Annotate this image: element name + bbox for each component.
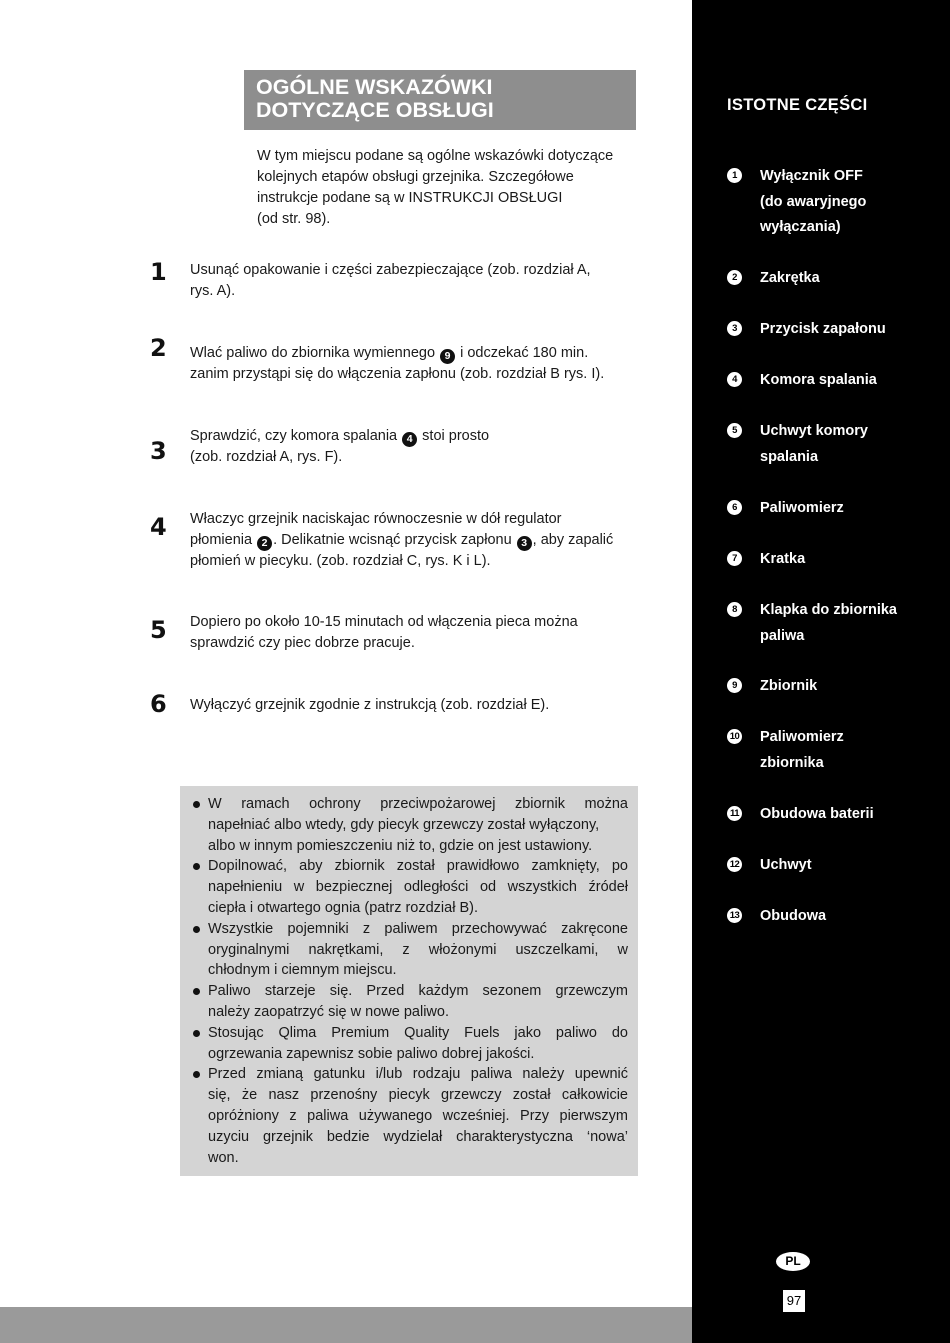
part-ref-icon: 2	[257, 536, 272, 551]
step-text: Dopiero po około 10-15 minutach od włączenia pieca można sprawdzić czy piec dobrze pracuje.	[190, 614, 578, 651]
part-number-icon: 4	[727, 372, 742, 387]
part-ref-icon: 3	[517, 536, 532, 551]
footer-bar	[0, 1307, 692, 1343]
part-number-icon: 13	[727, 908, 742, 923]
part-number-icon: 7	[727, 551, 742, 566]
parts-sidebar	[692, 0, 950, 1343]
part-number-icon: 10	[727, 729, 742, 744]
page-number: 97	[783, 1290, 805, 1312]
part-number-icon: 5	[727, 423, 742, 438]
part-label	[760, 266, 820, 292]
intro-line: instrukcje podane są w INSTRUKCJI OBSŁUGI	[257, 190, 563, 206]
safety-notes-list	[180, 786, 638, 1168]
part-number-icon: 8	[727, 602, 742, 617]
step-number: 3	[150, 437, 167, 465]
part-label	[760, 496, 844, 522]
step-number: 2	[150, 334, 167, 362]
safety-notes-box	[180, 786, 638, 1176]
list-item: W ramach ochrony przeciwpożarowej zbiornik można napełniać albo wtedy, gdy piecyk grzewczy został wyłączony, albo w innym pomieszczeniu niż to, gdzie on jest ustawiony.	[208, 794, 628, 856]
step-text: Wlać paliwo do zbiornika wymiennego 9 i odczekać 180 min. zanim przystąpi się do włączenia zapłonu (zob. rozdział B rys. I).	[190, 345, 605, 382]
part-label-line: Zakrętka	[760, 270, 820, 286]
part-label	[760, 419, 868, 470]
step-number: 6	[150, 690, 167, 718]
part-ref-icon: 4	[402, 432, 417, 447]
part-label-line: zbiornika	[760, 754, 824, 771]
part-label-line: Klapka do zbiornika	[760, 602, 897, 618]
part-label-line: Obudowa	[760, 908, 827, 924]
part-number-icon: 1	[727, 168, 742, 183]
part-number-icon: 11	[727, 806, 742, 821]
part-number-icon: 9	[727, 678, 742, 693]
part-label	[760, 853, 812, 879]
list-item: Dopilnować, aby zbiornik został prawidłowo zamknięty, po napełnieniu w bezpiecznej odległości od wszystkich źródeł ciepła i otwartego ognia (patrz rozdział B).	[208, 856, 628, 918]
sidebar-title: ISTOTNE CZĘŚCI	[727, 96, 868, 114]
step-text: Wyłączyć grzejnik zgodnie z instrukcją (zob. rozdział E).	[190, 697, 550, 713]
section-title	[244, 70, 636, 130]
part-label	[760, 368, 877, 394]
step-number: 4	[150, 513, 167, 541]
intro-line: (od str. 98).	[257, 211, 331, 227]
part-label-line: Przycisk zapałonu	[760, 321, 886, 337]
step-text: Sprawdzić, czy komora spalania 4 stoi prosto (zob. rozdział A, rys. F).	[190, 428, 490, 465]
list-item: Wszystkie pojemniki z paliwem przechowywać zakręcone oryginalnymi nakrętkami, z włożonymi uszczelkami, w chłodnym i ciemnym miejscu.	[208, 919, 628, 981]
list-item: Stosując Qlima Premium Quality Fuels jako paliwo do ogrzewania zapewnisz sobie paliwo dobrej jakości.	[208, 1023, 628, 1065]
part-number-icon: 12	[727, 857, 742, 872]
list-item: Paliwo starzeje się. Przed każdym sezonem grzewczym należy zaopatrzyć się w nowe paliwo.	[208, 981, 628, 1023]
part-label	[760, 674, 817, 700]
step-text: Właczyc grzejnik naciskajac równoczesnie w dół regulator płomienia 2 . Delikatnie wcisnąć przycisk zapłonu 3 , aby zapalić płomień w piecyku. (zob. rozdział C, rys. K i L).	[190, 511, 614, 569]
part-label-line: Paliwomierz	[760, 729, 844, 745]
language-badge: PL	[776, 1252, 810, 1271]
part-label	[760, 317, 886, 343]
part-label-line: (do awaryjnego	[760, 193, 867, 210]
intro-line: kolejnych etapów obsługi grzejnika. Szczegółowe	[257, 169, 574, 185]
section-title-line-2: DOTYCZĄCE OBSŁUGI	[256, 98, 494, 122]
section-title-line-1: OGÓLNE WSKAZÓWKI	[256, 75, 493, 99]
part-label-line: Uchwyt	[760, 857, 812, 873]
part-label	[760, 164, 866, 241]
part-label-line: paliwa	[760, 627, 805, 644]
part-number-icon: 2	[727, 270, 742, 285]
part-label	[760, 598, 897, 649]
part-label-line: spalania	[760, 448, 819, 465]
part-label-line: wyłączania)	[760, 219, 841, 235]
part-label-line: Zbiornik	[760, 678, 818, 694]
intro-line: W tym miejscu podane są ogólne wskazówki dotyczące	[257, 148, 614, 164]
part-label-line: Uchwyt komory	[760, 423, 868, 439]
part-label-line: Komora spalania	[760, 372, 877, 388]
list-item: Przed zmianą gatunku i/lub rodzaju paliwa należy upewnić się, że nasz przenośny piecyk grzewczy został całkowicie opróżniony z paliwa używanego wcześniej. Przy pierwszym uzyciu grzejnik bedzie wydzielał charakterystyczna ‘nowa’ won.	[208, 1064, 628, 1168]
step-number: 5	[150, 616, 167, 644]
part-label-line: Kratka	[760, 551, 806, 567]
step-number: 1	[150, 258, 167, 286]
part-label	[760, 904, 826, 930]
part-number-icon: 3	[727, 321, 742, 336]
part-label	[760, 802, 874, 828]
part-number-icon: 6	[727, 500, 742, 515]
part-label-line: Wyłącznik OFF	[760, 168, 863, 184]
part-label-line: Paliwomierz	[760, 500, 844, 516]
part-label	[760, 547, 805, 573]
part-label	[760, 725, 844, 776]
part-ref-icon: 9	[440, 349, 455, 364]
step-text: Usunąć opakowanie i części zabezpieczające (zob. rozdział A, rys. A).	[190, 262, 591, 299]
intro-paragraph	[257, 146, 647, 230]
part-label-line: Obudowa baterii	[760, 806, 874, 822]
